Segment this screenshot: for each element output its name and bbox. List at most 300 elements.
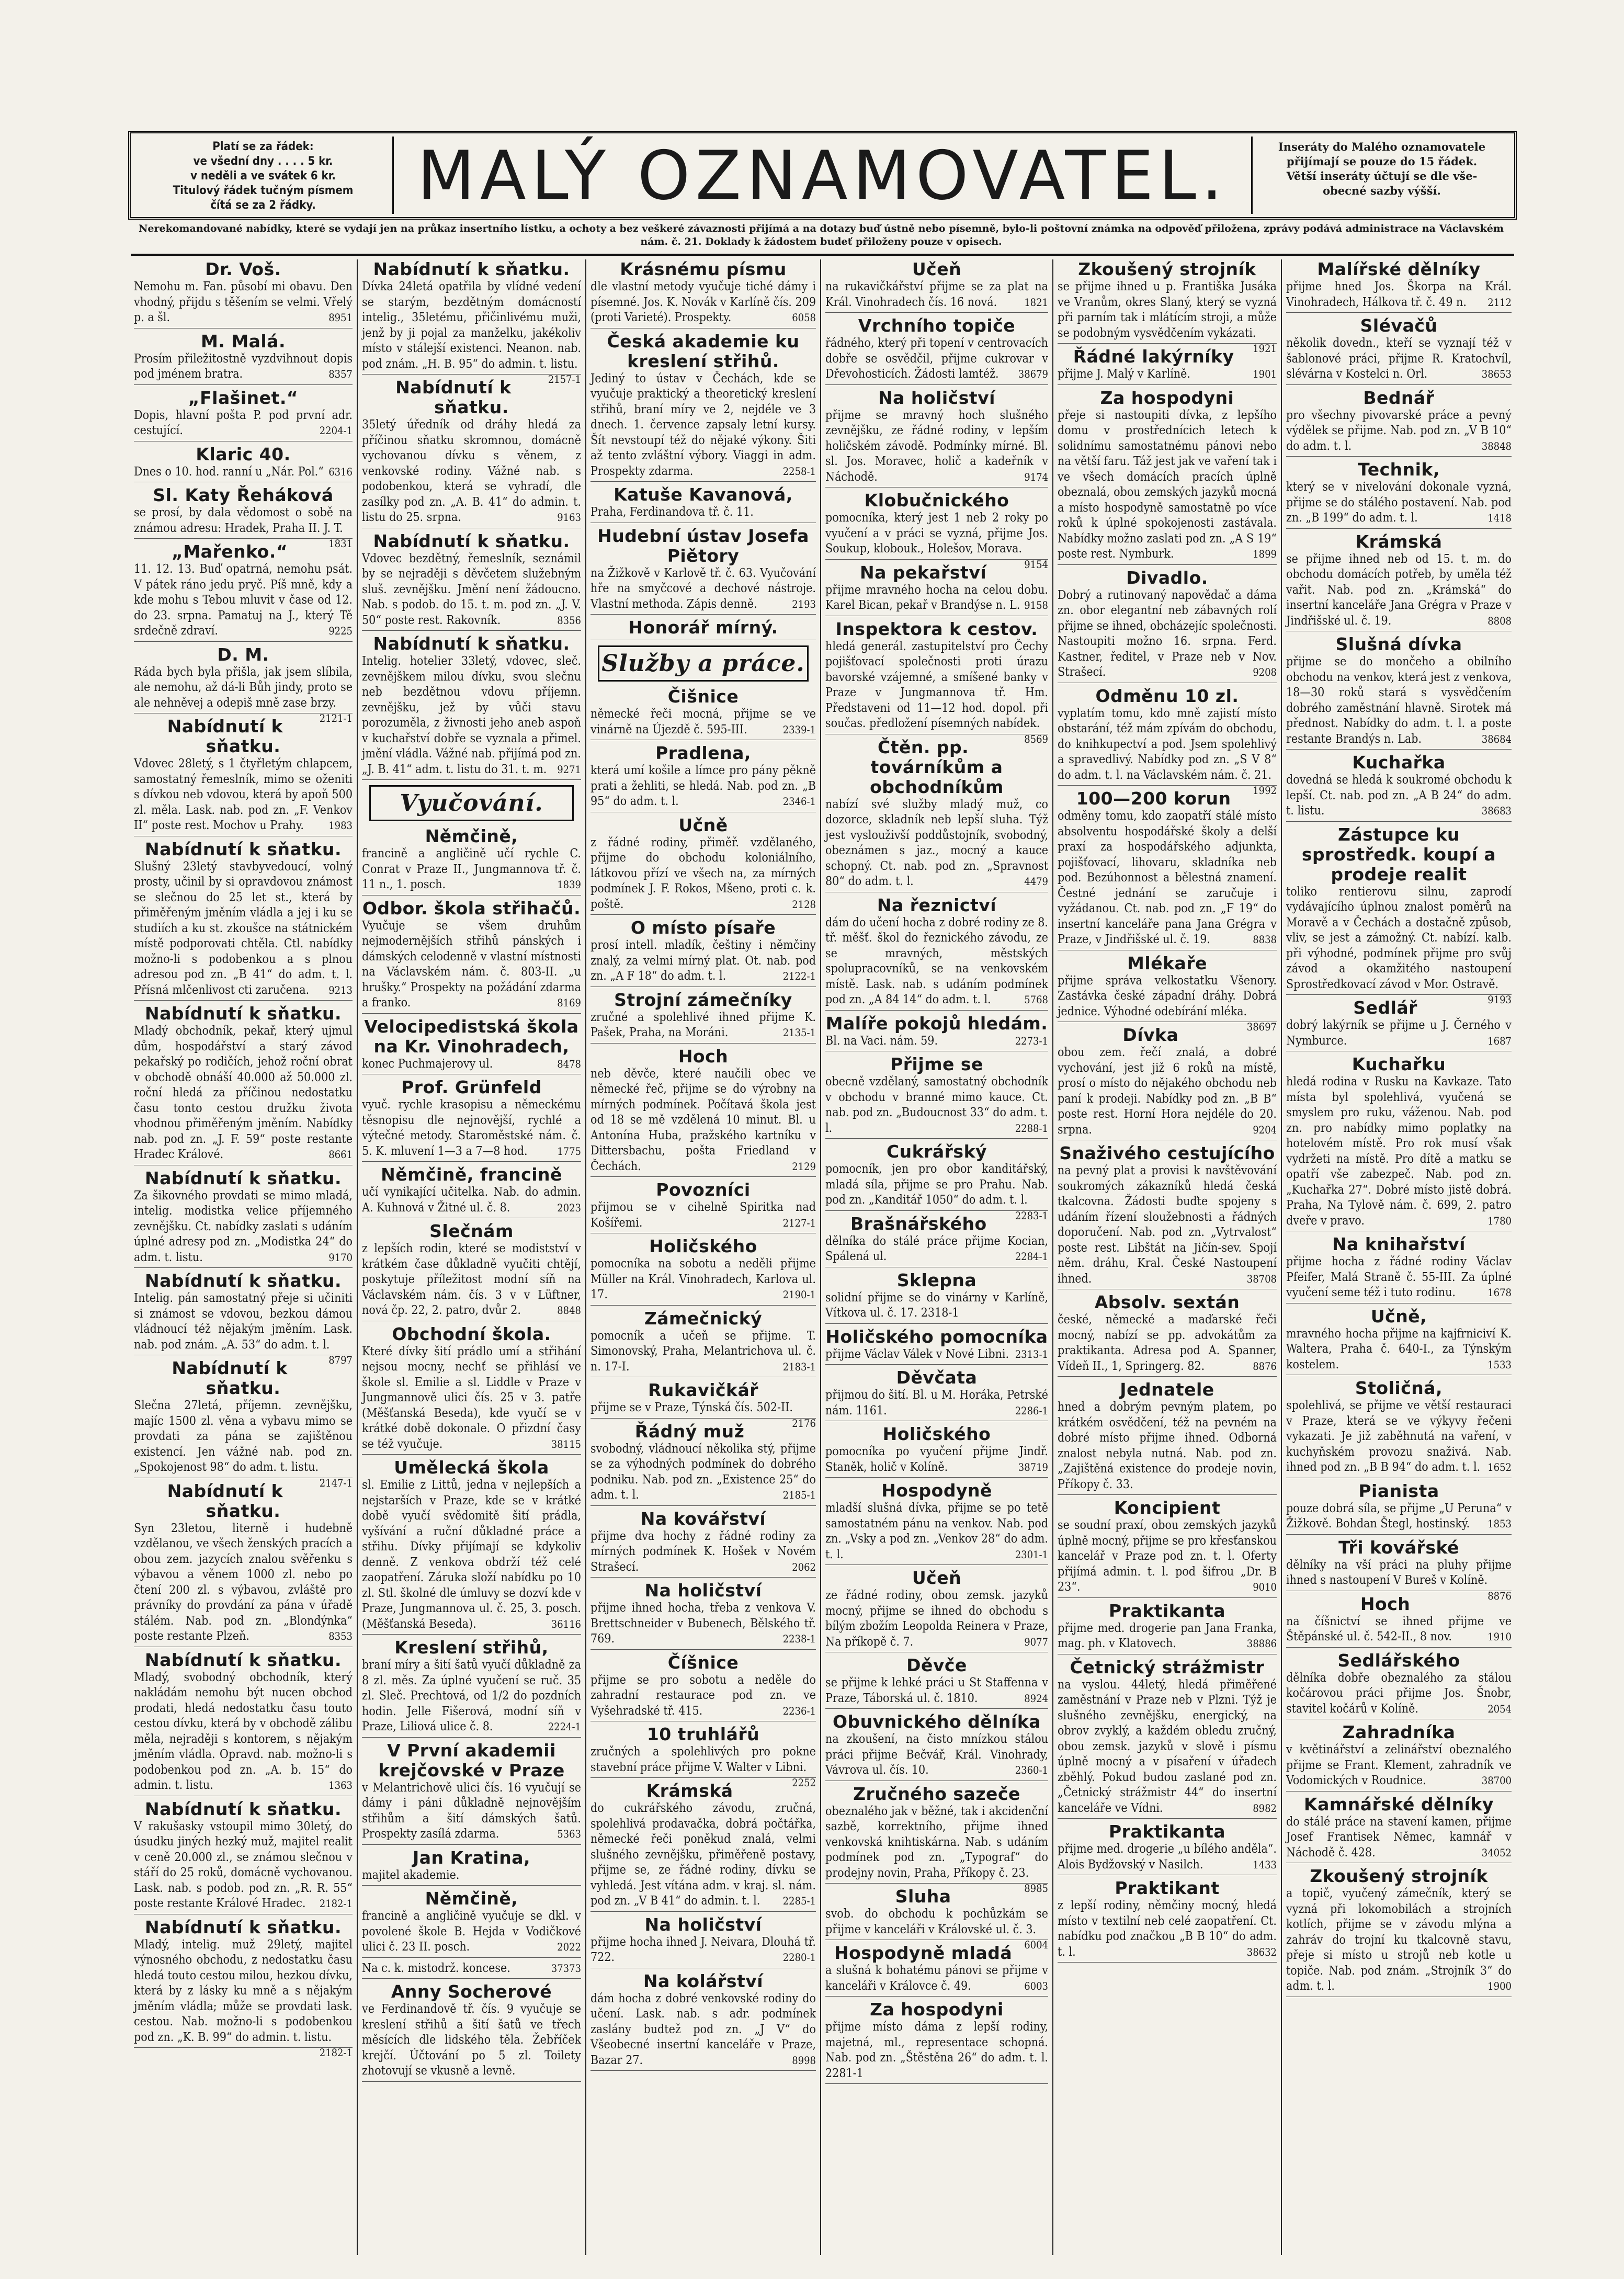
header-rates [140,140,386,213]
classified-ad [590,1422,816,1506]
ad-title: Tři kovářské [1338,1537,1459,1558]
ad-title: Němčině, [425,826,518,846]
ad-body: dobrý lakýrník se přijme u J. Černého v Nymburce. [1286,1018,1512,1048]
ad-code: 1780 [1487,1214,1512,1227]
classified-ad [1286,1537,1512,1602]
header-divider [1251,137,1253,214]
ad-code: 2054 [1487,1702,1512,1715]
ad-code: 9213 [328,983,353,996]
ad-code: 1992 [1253,784,1277,797]
ad-body: přijme místo dáma z lepší rodiny, majetná, ml., representace schopná. Nab. pod zn. „Štěstěna 26“ do adm. t. l. 2281-1 [825,2020,1048,2080]
classified-ad [1286,634,1512,750]
classified-ad [825,1424,1048,1478]
ad-text [1058,1518,1277,1595]
classified-ad [590,1581,816,1650]
ad-title: Hospodyně [881,1480,992,1501]
ad-code: 38683 [1481,804,1512,817]
classified-ad [134,1799,353,1914]
ad-title: D. M. [217,644,269,665]
classified-ad [362,531,581,631]
ad-body: hned a dobrým pevným platem, po krátkém osvědčení, též na pevném na dobré místo přijme ihned. Odborná znalost nebyla nutná. Nab. pod zn. „Zajištěná existence do prodeje novin, Příkopy č. 33. [1058,1400,1277,1491]
ad-text [590,1329,816,1375]
ad-code: 2182-1 [319,1897,353,1910]
ad-body: pouze dobrá síla, se přijme „U Peruna“ v Žižkově. Bohdan Štegl, hostinský. [1286,1501,1512,1530]
classified-ad [825,2000,1048,2084]
ad-title: Jednatele [1120,1379,1214,1400]
classified-ad [134,1169,353,1268]
ad-text [825,408,1048,485]
header-note: Nerekomandované nabídky, které se vydají jen na průkaz insertního lístku, a ochoty a bez veškeré závaznosti přijímá a na dotazy buď ústně nebo písemně, bylo-li poštovní známka na odpověď přiložena, zprávy podává administrace na Václavském nám. č. 21. Doklady k žádostem budeť přiloženy pouze v opisech. [139,223,1504,247]
ad-code: 8169 [557,996,581,1009]
ad-body: Jediný to ústav v Čechách, kde se vyučuje praktický a theoretický kreslení střihů, braní míry ve 2, nejdéle ve 3 dnech. 1. července zapsaly letní kursy. Šít nevstoupí též do nějaké výkony. Šiti až tento zvláštní výbory. Viaggi in adm. Prospekty zdarma. [590,371,816,478]
ad-text [1058,1312,1277,1374]
ad-body: dám hocha z dobré venkovské rodiny do učení. Lask. nab. s adr. podmínek zaslány budtež pod zn. „J V“ do Všeobecné insertní kanceláře v Praze, Bazar 27. [590,1991,816,2067]
ad-text [362,2002,581,2079]
ad-text [825,1074,1048,1136]
classified-ad [825,1712,1048,1781]
ad-text [590,279,816,326]
ad-title: Stoličná, [1355,1378,1443,1398]
ad-text [362,1097,581,1159]
ad-body: z řádné rodiny, přiměř. vzdělaného, přijme do obchodu koloniálního, látkovou přízí ve všech na, za mírných podmínek J. F. Rokos, Mšeno, proti c. k. poště. [590,835,816,911]
ad-title: Na holičství [644,1914,762,1935]
ad-code: 1831 [328,537,353,550]
ad-body: na rukavičkářství přijme se za plat na Král. Vinohradech čís. 16 nová. [825,280,1048,309]
classified-ad [590,259,816,328]
ad-title: Na kovářství [640,1508,766,1529]
classified-ad [825,618,1048,745]
ad-body: braní míry a šití šatů vyučí důkladně za 8 zl. měs. Za úplné vyučení se ruč. 35 zl. Sleč. Prechtová, od 1/2 do pozdních hodin. Jelle Fišerová, modní síň v Praze, Liliová ulice č. 8. [362,1658,581,1733]
classified-ad [1058,388,1277,565]
ad-title: Inspektora k cestov. [835,618,1038,639]
ad-code: 1910 [1487,1630,1512,1643]
ad-body: pomocníka po vyučení přijme Jindř. Staněk, holič v Kolíně. [825,1445,1048,1474]
ad-text [1058,1400,1277,1492]
ad-title: Praktikant [1115,1878,1220,1898]
ad-title: Zkoušený strojník [1078,259,1256,279]
ad-text [590,1673,816,1719]
ad-title: „Mařenko.“ [172,541,288,562]
ad-body: dělníka do stálé práce přijme Kocian, Spálená ul. [825,1234,1048,1263]
ad-text [134,1024,353,1163]
ad-body: české, německé a maďarské řeči mocný, nabízí se pp. advokátům za praktikanta. Adresa pod A. Spanner, Vídeň II., 1, Springerg. 82. [1058,1313,1277,1373]
rate-line: Platí se za řádek: [212,140,314,153]
ad-text [1058,706,1277,797]
ad-body: pro všechny pivovarské práce a pevný výdělek se přijme. Nab. pod zn. „V B 10“ do adm. t. l. [1286,408,1512,453]
ad-body: mravného hocha přijme na kajfrniciví K. Waltera, Praha č. 640-I., za Týnským kostelem. [1286,1326,1512,1371]
ad-text [1286,1398,1512,1476]
ad-body: na vyslou. 44letý, hledá přiměřené zaměstnání v Praze neb v Plzni. Týž je slušného zevnějšku, energický, na obrov zvyklý, a každém obledu zručný, obou zemsk. jazyků v slově i písmu úplně mocný a v písaření v úřadech zběhlý. Pokud budou zaslané pod zn. „Četnický strážmistr 44“ do insertní kanceláře ve Vídni. [1058,1677,1277,1815]
ad-text [1286,885,1512,1006]
classified-ad [1058,1025,1277,1140]
ad-body: Praha, Ferdinandova tř. č. 11. [590,505,754,519]
ad-body: pomocníka na sobotu a neděli přijme Müller na Král. Vinohradech, Karlova ul. 17. [590,1257,816,1301]
ad-body: Mladý obchodník, pekař, který ujmul dům, hospodářství a starý závod pekařský po rodičích, jehož roční obrat v obchodě obnáší 40.000 až 50.000 zl. roční hledá za příčinou nedostatku času tonto cestou družku života vhodnou přiměřeným jměním. Nabídky nab. pod zn. „J. F. 59“ poste restante Hradec Králové. [134,1024,353,1161]
ad-title: Malířské dělníky [1317,259,1481,279]
terms-line: přijímají se pouze do 15 řádek. [1286,155,1478,168]
classified-ad [1286,1866,1512,1997]
classified-ad [362,1982,581,2082]
ad-code: 2339-1 [782,723,816,736]
ad-body: zručné a spolehlivé ihned přijme K. Pašek, Praha, na Moráni. [590,1010,816,1039]
ad-text [1286,480,1512,526]
ad-text [362,1961,581,1977]
ad-body: Dobrý a rutinovaný napovědač a dáma zn. obor elegantní neb zábavných rolí přijme se ihned, obcházejíc společnosti. Nastoupiti možno 16. srpna. Ferd. Kastner, ředitel, v Praze neb v Nov. Strašecí. [1058,588,1277,679]
ad-code: 8357 [328,368,353,380]
ad-text [1286,773,1512,819]
ad-text [1286,1501,1512,1532]
classified-ad [134,388,353,441]
ad-title: Za hospodyni [870,1999,1004,2020]
classified-ad [590,1653,816,1722]
ad-code: 2182-1 [319,2046,353,2059]
ad-text [825,1963,1048,1994]
ad-title: Hospodyně mladá [834,1943,1013,1963]
ad-body: Nemohu m. Fan. působí mi obavu. Den vhodný, přijdu s těšením se velmi. Vřelý p. a šl. [134,280,353,324]
ad-title: Sedlářského [1337,1650,1460,1671]
ad-text [825,1732,1048,1778]
column-2 [358,259,586,2255]
ad-code: 1687 [1487,1034,1512,1047]
ad-title: Honorář mírný. [628,617,778,638]
ad-title: Velocipedistská škola na Kr. Vinohradech, [364,1016,579,1057]
classified-ad [1058,789,1277,950]
ad-title: Čtěn. pp. továrníkům a obchodníkům [870,736,1004,797]
ad-text [134,1291,353,1366]
ad-text [362,1057,581,1072]
ad-text [362,654,581,777]
ad-body: přijme J. Malý v Karlíně. [1058,367,1190,381]
ad-title: Na holičství [878,387,995,408]
ad-body: který se v nivelování dokonale vyzná, přijme se do stálého postavení. Nab. pod zn. „B 199“ do adm. t. l. [1286,480,1512,525]
ad-code: 2301-1 [1015,1548,1048,1561]
ad-text [825,1290,1048,1321]
ad-title: Učeň [912,1568,962,1588]
ad-body: sl. Emilie z Littů, jedna v nejlepších a nejstarších v Praze, kde se v krátké době vyučí svědomitě šití prádla, vyšívání a ruční důkladné práce a střihu. Dívky přijímají se kdykoliv denně. Z venkova obdrží též celé zaopatření. Záruka složí nabídku po 10 zl. Stl. školné dle úmluvy se dozví kde v Praze, Jungmannova ul. č. 25, 3. posch. (Měšťanská Beseda). [362,1478,581,1631]
ad-text [825,1907,1048,1951]
ad-code: 8951 [328,311,353,324]
ad-body: přijme dva hochy z řádné rodiny za mírných podmínek K. Hošek v Novém Strašecí. [590,1529,816,1574]
ad-body: přijme hned Jos. Škorpa na Král. Vinohradech, Hálkova tř. č. 49 n. [1286,280,1512,309]
ad-text [134,1819,353,1912]
classified-ad [825,1943,1048,1997]
classified-ad [362,378,581,528]
ad-title: Slečnám [429,1221,514,1241]
ad-body: přijme správa velkostatku Všenory. Zastávka české západní dráhy. Dobrá jednice. Výhodné odebírání mléka. [1058,973,1277,1018]
ad-body: neb děvče, které naučili obec ve německé řeč, přijme se do výrobny na mírných podmínek. Počítavá škola jest od 18 se mě vzdělená 10 minut. Bl. u Antonína Huba, pražského kartníku v Dittersbachu, pošta Friedland v Čechách. [590,1067,816,1173]
ad-text [825,915,1048,1008]
classified-columns [130,259,1516,2255]
ad-text [134,562,353,639]
ad-text [1286,1254,1512,1301]
ad-code: 2183-1 [782,1360,816,1373]
ad-body: pomocník, jen pro obor kanditářský, mladá síla, přijme se pro Prahu. Nab. pod zn. „Kanditář 1050“ do adm. t. l. [825,1162,1048,1207]
classified-ad [590,815,816,915]
ad-code: 2286-1 [1015,1404,1048,1417]
ad-body: Intelig. pán samostatný přeje si učiniti si známost se vdovou, bezkou dámou vládnoucí též nějakým jměním. Lask. nab. pod znám. „A. 53“ do adm. t. l. [134,1291,353,1352]
classified-ad [1286,998,1512,1051]
ad-text [1286,1815,1512,1861]
ad-title: 100—200 korun [1076,788,1231,809]
ad-code: 9208 [1253,666,1277,678]
ad-text [362,551,581,629]
ad-text [134,1937,353,2059]
classified-ad [362,1741,581,1845]
ad-code: 2176 [792,1416,816,1430]
ad-text [825,2020,1048,2081]
classified-ad [1286,753,1512,822]
ad-body: přijme med. drogerie „u bílého anděla“. Alois Bydžovský v Nasilch. [1058,1842,1277,1872]
ad-title: Hoch [1360,1593,1411,1614]
ad-body: na zkoušení, na čisto mnízkou stálou práci přijme Bečvář, Král. Vinohrady, Vávrova ul. čís. 10. [825,1732,1048,1777]
classified-ad [1286,1378,1512,1478]
ad-text [1058,1045,1277,1138]
ad-title: Dr. Voš. [205,259,281,279]
ad-body: přijme med. drogerie pan Jana Franka, mag. ph. v Klatovech. [1058,1621,1277,1650]
ad-code: 8478 [557,1057,581,1070]
classified-ad [590,1047,816,1177]
ad-text [825,1034,1048,1049]
ad-text [1286,1074,1512,1229]
ad-code: 2127-1 [782,1216,816,1229]
classified-ad [1286,1234,1512,1303]
column-3 [586,259,821,2255]
ad-title: Obuvnického dělníka [833,1711,1041,1732]
ad-code: 8569 [1024,732,1048,745]
ad-title: Na řeznictví [877,894,997,915]
ad-text [1058,367,1277,382]
ad-body: a topič, vyučený zámečník, který se vyzná při lokomobilách a strojních kotlích, přijme se v závodu mlýna a zahráv do trojní ku tkalcovně stavu, přeje si místo u strojů neb kotle u topiče. Nab. pod znám. „Strojník 3“ do adm. t. l. [1286,1887,1512,1993]
rate-line: v neděli a ve svátek 6 kr. [190,169,336,183]
ad-body: Mladý, svobodný obchodník, který nakládám nemohu být nucen obchod prodati, hledá nedostatku času touto cestou dívku, která by v obchodě zálibu měla, nejraději s kontorem, s nějakým jměním vládla. Opravd. nab. možno-li s podobenkou pod zn. „A. b. 15“ do admin. t. listu. [134,1670,353,1792]
ad-body: přijme mravného hocha na celou dobu. Karel Bican, pekař v Brandýse n. L. [825,583,1048,612]
ad-code: 2273-1 [1015,1034,1048,1047]
ad-body: pomocník a učeň se přijme. T. Simonovský, Praha, Melantrichova ul. č. n. 17-I. [590,1329,816,1374]
ad-title: Slušná dívka [1335,634,1462,654]
ad-body: Dívka 24letá opatřila by vlídné vedení se starým, bezdětným domácností intelig., 35letému, přičinlivému muži, jenž by ji pojal za manželku, jakékoliv místo v stálejší existenci. Neanon. nab. pod znám. „H. B. 95“ do admin. t. listu. [362,280,581,371]
ad-body: Prosím přiležitostně vyzdvihnout dopis pod jménem bratra. [134,352,353,381]
ad-text [590,1200,816,1231]
classified-ad [1286,1055,1512,1231]
ad-title: Němčině, francině [381,1164,562,1185]
ad-text [362,1868,581,1884]
classified-ad [1058,1380,1277,1495]
ad-title: Děvčata [896,1367,978,1388]
ad-code: 2112 [1487,296,1512,309]
ad-body: odměny tomu, kdo zaopatří stálé místo absolventu hospodářské školy a delší praxí za hospodářského adjunkta, pojišťovací, lihovaru, skladníka neb pod. Bezúhonnost a bělestná znamení. Čestné jednání se zaručuje i vyžádanou. Ct. nab. pod zn. „F 19“ do insertní kanceláře pana Jana Grégra v Praze, v Jindřišské ul. č. 19. [1058,809,1277,946]
classified-ad [134,1917,353,2059]
column-4 [821,259,1053,2255]
ad-text [134,859,353,999]
classified-ad [825,259,1048,313]
ad-text [1286,1614,1512,1645]
ad-title: Jan Kratina, [412,1847,531,1868]
ad-body: učí vynikající učitelka. Nab. do admin. A. Kuhnová v Žitné ul. č. 8. [362,1185,581,1215]
ad-code: 2190-1 [782,1288,816,1301]
ad-text [362,417,581,526]
ad-title: Za hospodyni [1100,387,1234,408]
ad-body: Mladý, intelig. muž 29letý, majitel výnosného obchodu, z nedostatku času hledá touto cestou milou, hezkou dívku, která by z lásky ku mně a s nějakým jměním vládla; může se provdati lask. cestou. Nab. možno-li s podobenkou pod zn. „K. B. 99“ do admin. t. listu. [134,1937,353,2044]
ad-body: svob. do obchodu k pochůzkám se přijme v kanceláři v Královské ul. č. 3. [825,1907,1048,1936]
ad-code: 1900 [1487,1980,1512,1992]
column-1 [130,259,358,2255]
ad-title: M. Malá. [200,331,286,352]
ad-body: Dopis, hlavní pošta P. pod první adr. cestující. [134,408,353,437]
ad-code: 8661 [328,1148,353,1161]
classified-ad [590,332,816,482]
section-heading: Služby a práce. [598,645,809,682]
ad-body: obou zem. řečí znalá, a dobré vychování, jest již 6 roků na místě, prosí o místo do nějakého obchodu neb paní k prodeji. Nabídky pod zn. „B B“ poste rest. Horní Hora nejdéle do 20. srpna. [1058,1046,1277,1137]
ad-code: 2258-1 [782,464,816,478]
classified-ad [362,1324,581,1455]
ad-body: přijmou do šití. Bl. u M. Horáka, Petrské nám. 1161. [825,1388,1048,1418]
ad-text [590,566,816,613]
column-5 [1053,259,1282,2255]
ad-title: Česká akademie ku kreslení střihů. [607,331,800,371]
classified-ad [825,1141,1048,1222]
ad-title: Hudební ústav Josefa Piětory [597,525,809,566]
ad-text [825,1588,1048,1650]
classified-ad [1286,259,1512,313]
classified-ad [1058,259,1277,355]
ad-text [1058,279,1277,355]
ad-code: 38679 [1018,368,1048,380]
ad-code: 1821 [1024,296,1048,309]
ad-code: 38632 [1246,1945,1277,1958]
ad-title: Prof. Grünfeld [401,1077,542,1097]
ad-body: Intelig. hotelier 33letý, vdovec, sleč. zevnějškem milou dívku, svou slečnu neb bezdětnou vdovu příjemn. zevnějšku, jež by vůči stavu porozuměla, z živnosti jeho aneb aspoň v kuchařství dobře se vyznala a přimel. jmění vládla. Vážné nab. přijímá pod zn. „J. B. 41“ adm. t. listu do 31. t. m. [362,654,581,776]
ad-body: přijme hocha ihned J. Neivara, Dlouhá tř. 722. [590,1935,816,1964]
ad-title: Cukrářský [886,1141,987,1162]
ad-title: Kreslení střihů, [394,1637,549,1658]
page-title: MALÝ OZNAMOVATEL. [417,137,1228,215]
ad-title: Dívka [1122,1025,1179,1045]
ad-title: Snaživého cestujícího [1059,1143,1275,1163]
ad-body: toliko rentierovu silnu, zaprodí vydávajícího úplnou znalost poměrů na Moravě a v Čechách a dostačně způsob, vliv, se jest a zámožný. Ct. nabízí. kalb. při výhodné, podmínek přijme pro svůj závod a okamžitého nastoupení Sprostředkovací závod v Mor. Ostravě. [1286,885,1512,991]
classified-ad [1058,347,1277,385]
ad-text [590,1442,816,1503]
ad-body: pomocníka, který jest 1 neb 2 roky po vyučení a v práci se vyzná, přijme Jos. Soukup, klobouk., Holešov, Morava. [825,511,1048,555]
ad-title: Na holičství [644,1580,762,1601]
ad-text [590,707,816,738]
ad-title: Nabídnutí k sňatku. [144,1003,342,1024]
classified-ad [825,1055,1048,1139]
classified-ad [825,1327,1048,1365]
classified-ad [825,1656,1048,1709]
ad-text [825,279,1048,310]
ad-code: 6004 [1024,1938,1048,1951]
classified-ad [134,1358,353,1489]
classified-ad [362,899,581,1014]
ad-code: 38848 [1481,439,1512,452]
ad-title: Katuše Kavanová, [614,484,793,505]
ad-title: Divadlo. [1126,567,1208,588]
ad-title: Slévačů [1360,315,1438,336]
classified-ad [1286,316,1512,385]
ad-code: 9010 [1253,1581,1277,1593]
ad-body: do stálé práce na stavení kamen, přijme Josef Frantisek Němec, kamnář v Náchodě č. 428. [1286,1815,1512,1860]
classified-ad [1286,824,1512,1006]
ad-body: Vdovec bezdětný, řemeslník, seznámil by se nejraději s děvčetem služebným sluš. zevnějšku. Jmění není žádoucno. Nab. s podob. do 15. t. m. pod zn. „J. V. 50“ poste rest. Rakovník. [362,551,581,627]
terms-line: Větší inseráty účtují se dle vše- [1286,169,1478,183]
ad-body: hledá generál. zastupitelství pro Čechy pojišťovací společnosti proti úrazu bavorské vzájemné, a smíšené banky v Praze v Jungmannova tř. Hm. Představeni od 11—12 hod. dopol. při součas. předložení písemných nabídek. [825,639,1048,730]
ad-code: 8838 [1253,933,1277,946]
ad-code: 1921 [1253,342,1277,355]
ad-title: Sedlář [1353,997,1417,1018]
classified-ad [362,1458,581,1635]
ad-code: 9204 [1253,1123,1277,1136]
ad-body: na číšnictví se ihned přijme ve Štěpánské ul. č. 542-II., 8 nov. [1286,1614,1512,1643]
rate-line: čítá se za 2 řádky. [210,199,316,212]
ad-text [1058,1898,1277,1960]
ad-code: 38697 [1246,1021,1277,1033]
classified-ad [590,743,816,812]
ad-text [590,371,816,480]
ad-body: přijme se mravný hoch slušného zevnějšku, ze řádné rodiny, v lepším holičském závodě. Podmínky mírné. Bl. sl. Jos. Moravec, holič a kadeřník v Náchodě. [825,408,1048,484]
ad-body: 35letý úředník od dráhy hledá za příčinou sňatku skromnou, domácně vychovanou dívku s věnem, z venkovské rodiny. Vážné nab. s podobenkou, která se vyhradí, dle zasílky pod zn. „A. B. 41“ do admin. t. listu do 25. srpna. [362,418,581,524]
classified-ad [825,895,1048,1011]
ad-body: zručných a spolehlivých pro pokne stavební práce přijme V. Walter v Libni. [590,1745,816,1774]
section-heading: Vyučování. [369,785,574,821]
ad-code: 38886 [1246,1637,1277,1650]
ad-body: majitel akademie. [362,1868,460,1882]
ad-text [1058,1621,1277,1652]
header-terms [1259,140,1505,198]
ad-text [362,919,581,1011]
ad-body: se soudní praxí, obou zemských jazyků úplně mocný, přijme se pro křesťanskou kancelář v Praze pod zn. t. l. Oferty přijímá admin. t. l. pod šifrou „Dr. B 23“. [1058,1518,1277,1594]
classified-ad [825,490,1048,571]
ad-body: a slušná k bohatému pánovi se přijme v kanceláři v Královce č. 49. [825,1964,1048,1993]
classified-ad [362,1221,581,1321]
ad-text [134,279,353,326]
ad-code: 1418 [1487,512,1512,524]
ad-title: Němčině, [425,1888,518,1909]
header-box [128,131,1517,220]
ad-code: 9158 [1024,599,1048,611]
ad-text [825,583,1048,614]
ad-title: Nabídnutí k sňatku. [373,530,570,551]
ad-title: Kuchařka [1352,752,1446,773]
ad-code: 2129 [792,1160,816,1173]
ad-text [362,1658,581,1735]
ad-text [1058,1842,1277,1873]
ad-text [1058,408,1277,562]
classified-ad [1286,532,1512,632]
classified-ad [590,1971,816,2071]
ad-text [590,1744,816,1789]
ad-text [1286,1326,1512,1373]
ad-body: přijme se v Praze, Týnská čís. 502-II. [590,1401,793,1414]
ad-body: se prosí, by dala vědomost o sobě na známou adresu: Hradek, Praha II. J. T. [134,506,353,535]
ad-title: Krámská [1355,531,1443,552]
ad-body: solidní přijme se do vinárny v Karlíně, Vítkova ul. č. 17. 2318-1 [825,1290,1048,1320]
classified-ad [134,259,353,328]
ad-title: Klobučnického [864,490,1009,511]
ad-text [1286,1558,1512,1602]
ad-text [825,1804,1048,1895]
ad-title: Odbor. škola střihačů. [362,898,581,919]
classified-ad [1286,1307,1512,1376]
ad-body: řádného, který při topení v centrovacích dobře se osvědčil, přijme cukrovar v Dřevohosticích. Žádosti lamtéž. [825,336,1048,381]
ad-text [362,1185,581,1216]
ad-text [590,1256,816,1303]
ad-text [134,1188,353,1266]
classified-ad [134,445,353,483]
ad-text [134,464,353,480]
ad-text [590,1991,816,2069]
ad-title: 10 truhlářů [646,1724,760,1744]
ad-title: Krámská [646,1781,733,1801]
